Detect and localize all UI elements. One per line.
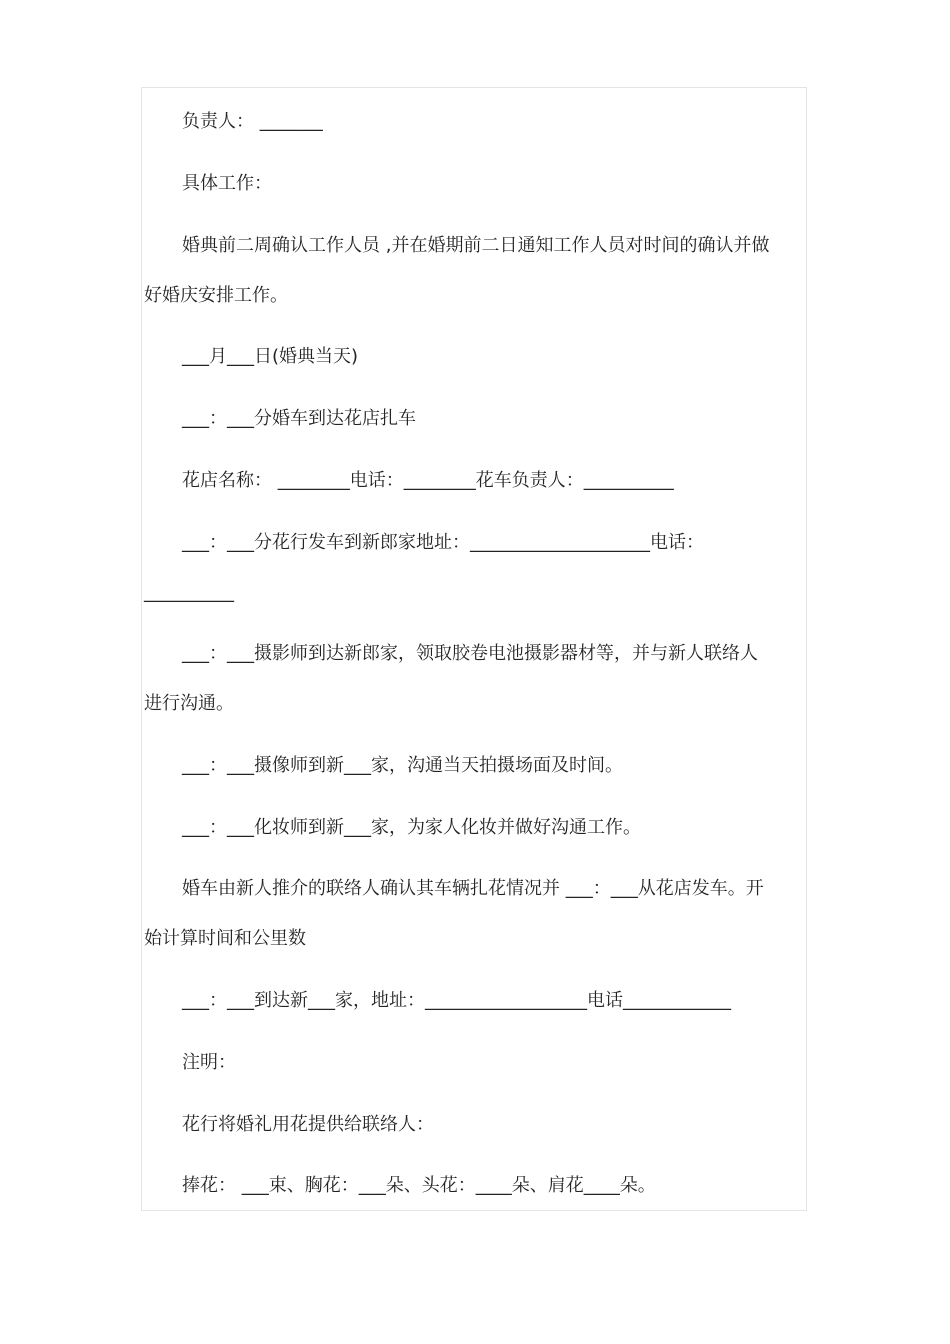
text-line: ___：___摄像师到新___家，沟通当天拍摄场面及时间。 [182, 755, 623, 776]
text-line: 负责人： _______ [182, 111, 323, 132]
text-line: ___：___分花行发车到新郎家地址：____________________电话： [182, 532, 704, 553]
text-line: 好婚庆安排工作。 [144, 285, 288, 306]
text-line: 花店名称： ________电话：________花车负责人：__________ [182, 470, 674, 491]
text-line: 具体工作： [182, 173, 272, 194]
text-line: ___：___化妆师到新___家，为家人化妆并做好沟通工作。 [182, 817, 641, 838]
text-line: __________ [144, 582, 234, 603]
text-line: 注明： [182, 1052, 236, 1073]
text-line: 婚典前二周确认工作人员 ,并在婚期前二日通知工作人员对时间的确认并做 [182, 235, 770, 256]
text-line: ___：___摄影师到达新郎家，领取胶卷电池摄影器材等，并与新人联络人 [182, 643, 758, 664]
text-line: 婚车由新人推介的联络人确认其车辆扎花情况并 ___：___从花店发车。开 [182, 878, 764, 899]
text-line: ___：___分婚车到达花店扎车 [182, 408, 416, 429]
text-line: ___月___日(婚典当天) [182, 346, 359, 367]
text-line: 捧花： ___束、胸花：___朵、头花：____朵、肩花____朵。 [182, 1175, 656, 1196]
text-line: ___：___到达新___家，地址：__________________电话____________ [182, 990, 731, 1011]
text-line: 花行将婚礼用花提供给联络人： [182, 1114, 434, 1135]
text-line: 始计算时间和公里数 [144, 928, 306, 949]
text-line: 进行沟通。 [144, 693, 234, 714]
document-page [141, 87, 807, 1211]
